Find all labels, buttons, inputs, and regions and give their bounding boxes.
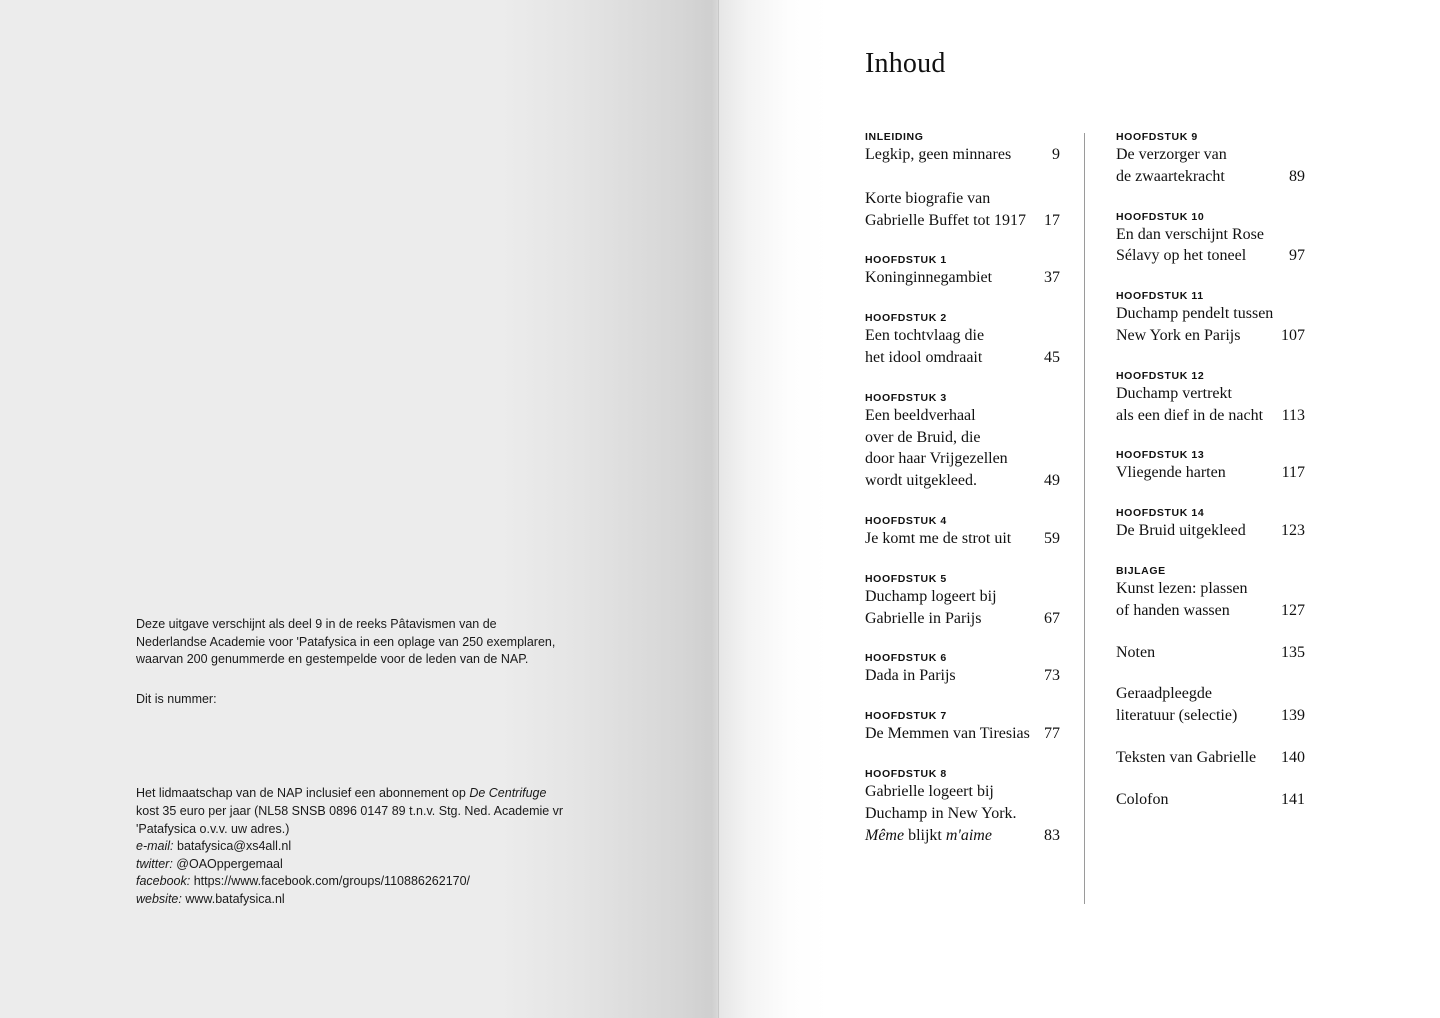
number-label: Dit is nummer: bbox=[136, 691, 217, 706]
title-line: Gabrielle in Parijs bbox=[865, 609, 982, 627]
chapter-label: HOOFDSTUK 10 bbox=[1116, 210, 1205, 223]
edition-line: waarvan 200 genummerde en gestempelde voor de leden van de NAP. bbox=[136, 652, 529, 667]
page-number: 123 bbox=[1281, 522, 1305, 540]
page-number: 37 bbox=[1044, 269, 1060, 287]
title-line: Colofon bbox=[1116, 790, 1169, 808]
chapter-label: HOOFDSTUK 13 bbox=[1116, 449, 1205, 462]
membership-line: kost 35 euro per jaar (NL58 SNSB 0896 0147 89 t.n.v. Stg. Ned. Academie vr bbox=[136, 803, 564, 818]
toc-entry bbox=[1116, 289, 1305, 347]
title-line: Kunst lezen: plassen bbox=[1116, 579, 1248, 597]
entry-title bbox=[1116, 224, 1305, 268]
chapter-label: HOOFDSTUK 12 bbox=[1116, 369, 1205, 382]
toc-entry bbox=[865, 253, 1060, 289]
membership-line bbox=[136, 785, 576, 803]
entry-title bbox=[1116, 747, 1305, 769]
title-line bbox=[865, 825, 1060, 847]
colophon-block bbox=[136, 616, 576, 909]
entry-title bbox=[1116, 303, 1305, 347]
chapter-label: HOOFDSTUK 7 bbox=[865, 710, 947, 723]
title-line: Noten bbox=[1116, 643, 1156, 661]
toc-right-column bbox=[1116, 130, 1305, 811]
toc-entry bbox=[865, 130, 1060, 166]
chapter-label: HOOFDSTUK 1 bbox=[865, 254, 947, 267]
membership-text: Het lidmaatschap van de NAP inclusief een abonnement op bbox=[136, 786, 470, 801]
toc-entry bbox=[865, 514, 1060, 550]
title-italic: m'aime bbox=[945, 826, 992, 844]
title-line: als een dief in de nacht bbox=[1116, 406, 1264, 424]
twitter-label: twitter: bbox=[136, 856, 173, 871]
facebook-value: https://www.facebook.com/groups/110886262170/ bbox=[190, 874, 471, 889]
toc-entry bbox=[865, 391, 1060, 492]
toc-entry bbox=[1116, 789, 1305, 811]
email-value: batafysica@xs4all.nl bbox=[173, 839, 292, 854]
chapter-label: HOOFDSTUK 11 bbox=[1116, 290, 1204, 303]
right-page bbox=[719, 0, 1440, 1018]
title-line: Een tochtvlaag die bbox=[865, 327, 985, 345]
page-number: 83 bbox=[1044, 826, 1060, 844]
page-number: 89 bbox=[1289, 167, 1305, 185]
title-line: Sélavy op het toneel bbox=[1116, 247, 1247, 265]
page-number: 77 bbox=[1044, 725, 1060, 743]
entry-title bbox=[1116, 520, 1305, 542]
chapter-label: HOOFDSTUK 2 bbox=[865, 312, 947, 325]
entry-title bbox=[865, 325, 1060, 369]
title-line: Duchamp vertrekt bbox=[1116, 384, 1232, 402]
entry-title bbox=[1116, 578, 1305, 622]
toc-title: Inhoud bbox=[865, 48, 946, 79]
entry-title bbox=[1116, 462, 1305, 484]
title-line: de zwaartekracht bbox=[1116, 167, 1225, 185]
entry-title bbox=[865, 723, 1060, 745]
email-line bbox=[136, 838, 576, 856]
entry-title bbox=[865, 586, 1060, 630]
title-text: blijkt bbox=[904, 826, 946, 844]
chapter-label: HOOFDSTUK 6 bbox=[865, 652, 947, 665]
title-line: door haar Vrijgezellen bbox=[865, 450, 1008, 468]
entry-title bbox=[1116, 383, 1305, 427]
title-line: New York en Parijs bbox=[1116, 326, 1241, 344]
page-number: 140 bbox=[1281, 748, 1305, 766]
title-line: Koninginnegambiet bbox=[865, 269, 993, 287]
title-line: Legkip, geen minnares bbox=[865, 146, 1012, 163]
website-value: www.batafysica.nl bbox=[181, 891, 285, 906]
chapter-label: HOOFDSTUK 5 bbox=[865, 572, 947, 585]
facebook-line bbox=[136, 873, 576, 891]
facebook-label: facebook: bbox=[136, 874, 191, 889]
title-line: Gabrielle logeert bij bbox=[865, 782, 994, 800]
website-label: website: bbox=[136, 891, 182, 906]
chapter-label: HOOFDSTUK 3 bbox=[865, 391, 947, 404]
website-line bbox=[136, 891, 576, 909]
title-line: het idool omdraait bbox=[865, 348, 983, 366]
title-line: literatuur (selectie) bbox=[1116, 707, 1238, 725]
title-line: over de Bruid, die bbox=[865, 428, 981, 446]
toc-entry bbox=[865, 311, 1060, 369]
toc-entry bbox=[1116, 130, 1305, 188]
toc-entry bbox=[1116, 369, 1305, 427]
title-line: De Bruid uitgekleed bbox=[1116, 522, 1246, 540]
page-number: 59 bbox=[1044, 529, 1060, 547]
email-label: e-mail: bbox=[136, 839, 174, 854]
page-number: 9 bbox=[1052, 146, 1060, 163]
toc-entry bbox=[1116, 642, 1305, 664]
title-line: Duchamp logeert bij bbox=[865, 587, 997, 605]
toc-entry bbox=[1116, 683, 1305, 727]
toc-entry bbox=[1116, 506, 1305, 542]
edition-line: Nederlandse Academie voor 'Patafysica in een oplage van 250 exemplaren, bbox=[136, 634, 556, 649]
title-line: wordt uitgekleed. bbox=[865, 472, 977, 490]
left-page bbox=[0, 0, 719, 1018]
title-italic: Même bbox=[865, 826, 905, 844]
page-number: 107 bbox=[1281, 326, 1305, 344]
page-number: 45 bbox=[1044, 348, 1060, 366]
title-line: Vliegende harten bbox=[1116, 464, 1226, 482]
toc-entry bbox=[1116, 747, 1305, 769]
twitter-value: @OAOppergemaal bbox=[172, 856, 283, 871]
entry-title bbox=[865, 781, 1060, 846]
toc-entry bbox=[1116, 210, 1305, 268]
entry-title bbox=[1116, 642, 1305, 664]
entry-title bbox=[865, 188, 1060, 232]
title-line: Duchamp pendelt tussen bbox=[1116, 305, 1274, 323]
title-line: of handen wassen bbox=[1116, 601, 1230, 619]
page-number: 117 bbox=[1281, 464, 1305, 482]
title-line: De Memmen van Tiresias bbox=[865, 725, 1030, 743]
page-number: 49 bbox=[1044, 472, 1060, 490]
twitter-line bbox=[136, 856, 576, 874]
title-line: De verzorger van bbox=[1116, 146, 1227, 163]
title-line: Korte biografie van bbox=[865, 189, 991, 207]
title-line: Dada in Parijs bbox=[865, 667, 956, 685]
entry-title bbox=[865, 405, 1060, 492]
chapter-label: BIJLAGE bbox=[1116, 564, 1166, 577]
toc-left-column bbox=[865, 130, 1060, 846]
chapter-label: HOOFDSTUK 9 bbox=[1116, 131, 1198, 143]
entry-title bbox=[865, 267, 1060, 289]
title-line: En dan verschijnt Rose bbox=[1116, 225, 1264, 243]
title-line: Je komt me de strot uit bbox=[865, 529, 1012, 547]
page-number: 73 bbox=[1044, 667, 1060, 685]
toc-entry bbox=[865, 188, 1060, 232]
toc-entry bbox=[865, 572, 1060, 630]
edition-line: Deze uitgave verschijnt als deel 9 in de reeks Pâtavismen van de bbox=[136, 617, 497, 631]
title-line: Gabrielle Buffet tot 1917 bbox=[865, 211, 1026, 229]
page-number: 141 bbox=[1281, 790, 1305, 808]
title-line: Geraadpleegde bbox=[1116, 685, 1212, 703]
chapter-label: HOOFDSTUK 8 bbox=[865, 767, 947, 780]
entry-title bbox=[865, 528, 1060, 550]
toc-entry bbox=[1116, 564, 1305, 622]
toc-entry bbox=[1116, 448, 1305, 484]
membership-line: 'Patafysica o.v.v. uw adres.) bbox=[136, 821, 290, 836]
entry-title bbox=[865, 144, 1060, 166]
page-number: 139 bbox=[1281, 707, 1305, 725]
page-number: 17 bbox=[1044, 211, 1060, 229]
magazine-title: De Centrifuge bbox=[469, 786, 547, 801]
chapter-label: HOOFDSTUK 4 bbox=[865, 514, 947, 527]
toc-entry bbox=[865, 709, 1060, 745]
title-line: Teksten van Gabrielle bbox=[1116, 748, 1257, 766]
toc-entry bbox=[865, 651, 1060, 687]
entry-title bbox=[1116, 144, 1305, 188]
page-number: 113 bbox=[1281, 406, 1305, 424]
entry-title bbox=[1116, 789, 1305, 811]
title-line: Een beeldverhaal bbox=[865, 406, 976, 424]
entry-title bbox=[1116, 683, 1305, 727]
toc-entry bbox=[865, 767, 1060, 846]
chapter-label: INLEIDING bbox=[865, 131, 924, 143]
page-number: 97 bbox=[1289, 247, 1305, 265]
page-number: 135 bbox=[1281, 643, 1305, 661]
chapter-label: HOOFDSTUK 14 bbox=[1116, 507, 1205, 520]
page-number: 127 bbox=[1281, 601, 1305, 619]
column-divider bbox=[1084, 133, 1085, 904]
page-number: 67 bbox=[1044, 609, 1060, 627]
entry-title bbox=[865, 665, 1060, 687]
title-line: Duchamp in New York. bbox=[865, 804, 1017, 822]
